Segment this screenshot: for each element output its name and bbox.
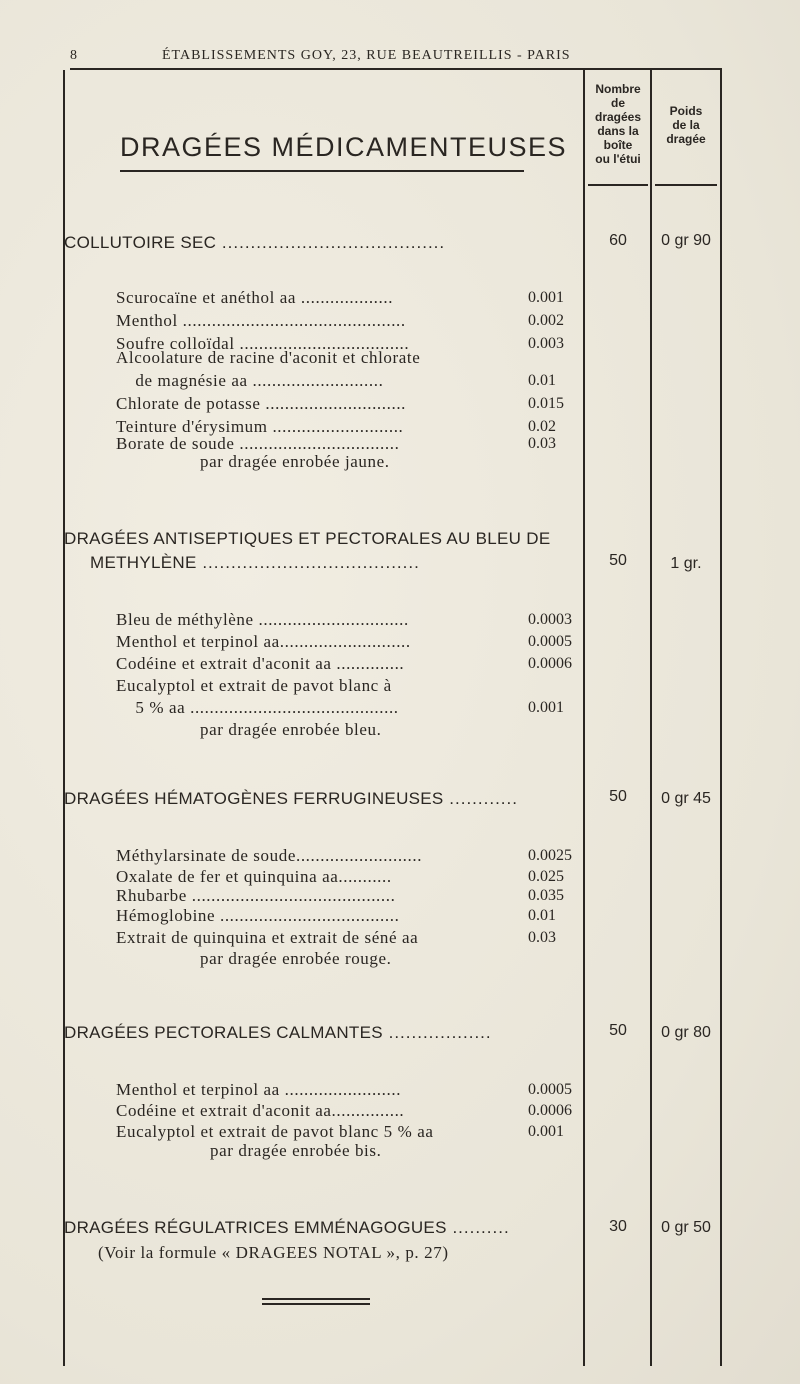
ingredient-dose: 0.0003: [528, 611, 572, 628]
column-divider-weight: [650, 70, 652, 1366]
ingredient-line: Menthol et terpinol aa...........................: [116, 632, 411, 651]
ingredient-line: de magnésie aa ...........................: [116, 371, 384, 390]
ingredient-line: Teinture d'érysimum ...........................: [116, 417, 404, 436]
ingredient-dose: 0.01: [528, 372, 556, 389]
weight-collutoire-sec: 0 gr 90: [661, 232, 711, 249]
ingredient-line: Menthol ..............................................: [116, 311, 406, 330]
ingredient-line: Extrait de quinquina et extrait de séné aa: [116, 928, 419, 947]
count-antiseptiques: 50: [609, 552, 627, 569]
ingredient-dose: 0.0006: [528, 1102, 572, 1119]
coating-note: par dragée enrobée rouge.: [200, 949, 392, 968]
ingredient-line: Hémoglobine .....................................: [116, 906, 400, 925]
ingredient-dose: 0.001: [528, 1123, 564, 1140]
ingredient-line: Menthol et terpinol aa ........................: [116, 1080, 402, 1099]
ingredient-dose: 0.01: [528, 907, 556, 924]
ingredient-dose: 0.0025: [528, 847, 572, 864]
ingredient-line: 5 % aa ...........................................: [116, 698, 399, 717]
count-regulatrices: 30: [609, 1218, 627, 1235]
weight-antiseptiques: 1 gr.: [670, 555, 702, 572]
ingredient-dose: 0.03: [528, 929, 556, 946]
section-title-hematogenes: DRAGÉES HÉMATOGÈNES FERRUGINEUSES ............: [64, 789, 518, 808]
formula-reference: (Voir la formule « DRAGEES NOTAL », p. 27): [98, 1243, 449, 1262]
ingredient-dose: 0.003: [528, 335, 564, 352]
weight-pectorales-calmantes: 0 gr 80: [661, 1024, 711, 1041]
ingredient-dose: 0.02: [528, 418, 556, 435]
column-header-count: Nombre de dragées dans la boîte ou l'étui: [594, 82, 642, 166]
end-rule-bottom: [262, 1303, 370, 1305]
ingredient-line: Oxalate de fer et quinquina aa...........: [116, 867, 392, 886]
ingredient-dose: 0.001: [528, 699, 564, 716]
section-title-pectorales-calmantes: DRAGÉES PECTORALES CALMANTES ..................: [64, 1023, 492, 1042]
ingredient-line: Eucalyptol et extrait de pavot blanc 5 % aa: [116, 1122, 434, 1141]
count-collutoire-sec: 60: [609, 232, 627, 249]
section-title-antiseptiques-line1: DRAGÉES ANTISEPTIQUES ET PECTORALES AU BLEU DE: [64, 529, 551, 548]
count-pectorales-calmantes: 50: [609, 1022, 627, 1039]
right-border-line: [720, 70, 722, 1366]
ingredient-line: Eucalyptol et extrait de pavot blanc à: [116, 676, 392, 695]
title-underline: [120, 170, 524, 172]
ingredient-line: Soufre colloïdal ...................................: [116, 334, 410, 353]
ingredient-dose: 0.002: [528, 312, 564, 329]
section-title-antiseptiques-line2: METHYLÈNE ......................................: [90, 553, 420, 572]
ingredient-line: Alcoolature de racine d'aconit et chlorate: [116, 348, 421, 367]
ingredient-dose: 0.015: [528, 395, 564, 412]
ingredient-line: Bleu de méthylène ...............................: [116, 610, 409, 629]
column-header-weight: Poids de la dragée: [666, 104, 706, 146]
ingredient-line: Borate de soude .................................: [116, 434, 400, 453]
page-number: 8: [70, 48, 78, 63]
page-title: DRAGÉES MÉDICAMENTEUSES: [120, 132, 568, 162]
ingredient-dose: 0.001: [528, 289, 564, 306]
coating-note: par dragée enrobée bis.: [210, 1141, 382, 1160]
ingredient-dose: 0.025: [528, 868, 564, 885]
coating-note: par dragée enrobée jaune.: [200, 452, 390, 471]
ingredient-dose: 0.0005: [528, 1081, 572, 1098]
column-header-rule-count: [588, 184, 648, 186]
ingredient-line: Rhubarbe ..........................................: [116, 886, 396, 905]
section-title-collutoire-sec: COLLUTOIRE SEC .......................................: [64, 233, 446, 252]
ingredient-line: Scurocaïne et anéthol aa ...................: [116, 288, 394, 307]
weight-hematogenes: 0 gr 45: [661, 790, 711, 807]
section-title-regulatrices: DRAGÉES RÉGULATRICES EMMÉNAGOGUES ..........: [64, 1218, 510, 1237]
count-hematogenes: 50: [609, 788, 627, 805]
header-rule: [70, 68, 722, 70]
ingredient-line: Méthylarsinate de soude..........................: [116, 846, 423, 865]
running-title: ÉTABLISSEMENTS GOY, 23, RUE BEAUTREILLIS - PARIS: [162, 48, 571, 63]
column-divider-count: [583, 70, 585, 1366]
ingredient-line: Chlorate de potasse .............................: [116, 394, 407, 413]
ingredient-dose: 0.035: [528, 887, 564, 904]
end-rule-top: [262, 1298, 370, 1300]
ingredient-line: Codéine et extrait d'aconit aa...............: [116, 1101, 405, 1120]
coating-note: par dragée enrobée bleu.: [200, 720, 382, 739]
column-header-rule-weight: [655, 184, 717, 186]
left-border-line: [63, 70, 65, 1366]
ingredient-line: Codéine et extrait d'aconit aa ..............: [116, 654, 405, 673]
ingredient-dose: 0.0005: [528, 633, 572, 650]
weight-regulatrices: 0 gr 50: [661, 1219, 711, 1236]
ingredient-dose: 0.0006: [528, 655, 572, 672]
ingredient-dose: 0.03: [528, 435, 556, 452]
